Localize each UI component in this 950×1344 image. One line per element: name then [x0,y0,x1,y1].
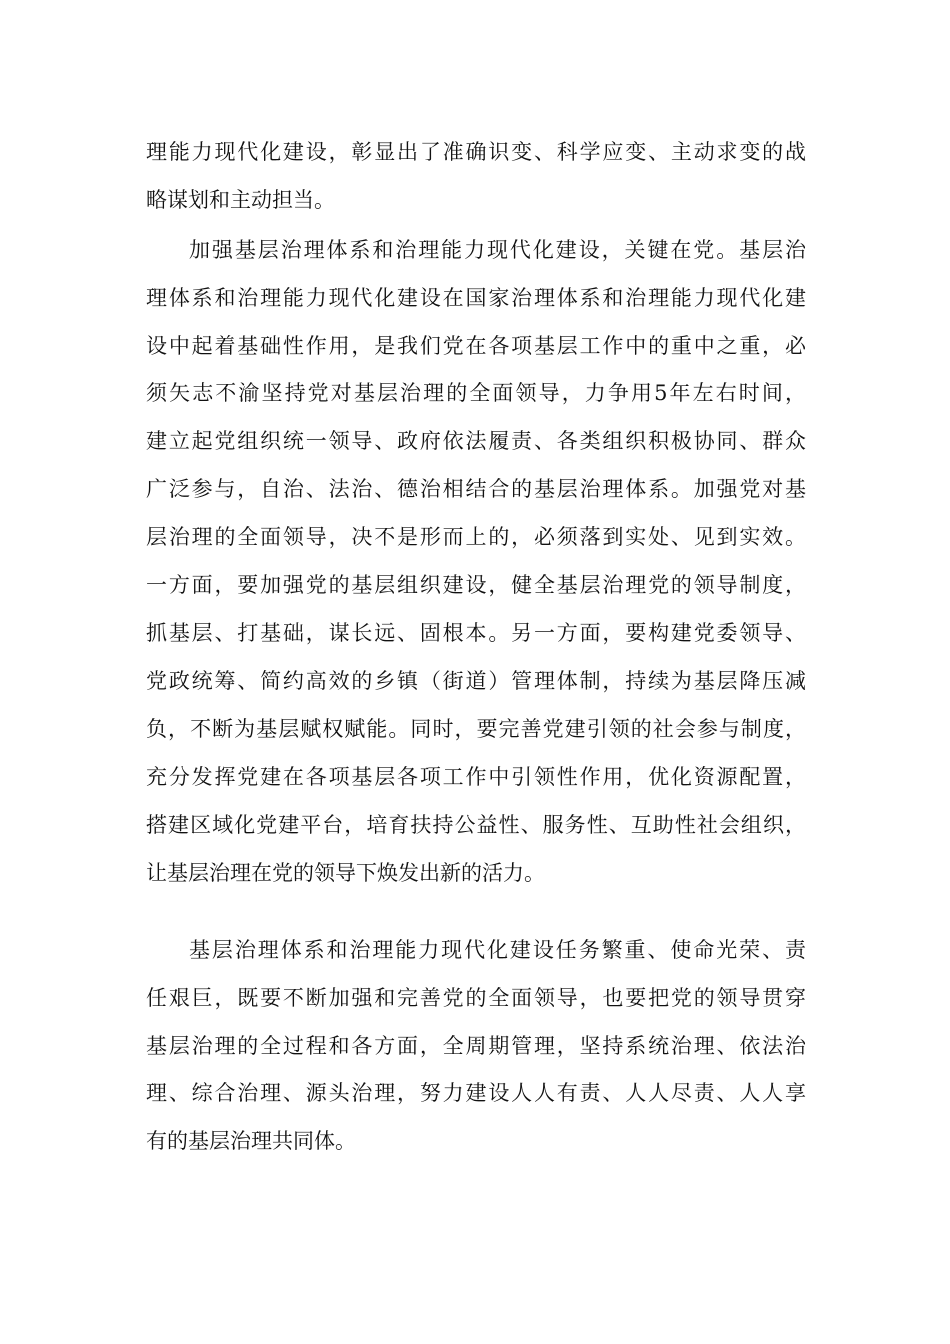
text-line-1: 理能力现代化建设，彰显出了准确识变、科学应变、主动求变的战 [146,140,806,164]
paragraph-2-line-10: 党政统筹、简约高效的乡镇（街道）管理体制，持续为基层降压减 [146,669,806,693]
paragraph-2-line-2: 理体系和治理能力现代化建设在国家治理体系和治理能力现代化建 [146,286,806,310]
paragraph-2-line-8: 一方面，要加强党的基层组织建设，健全基层治理党的领导制度， [146,573,806,597]
paragraph-2-line-11: 负，不断为基层赋权赋能。同时，要完善党建引领的社会参与制度， [146,717,806,741]
paragraph-2-line-13: 搭建区域化党建平台，培育扶持公益性、服务性、互助性社会组织， [146,813,806,837]
paragraph-2-line-6: 广泛参与，自治、法治、德治相结合的基层治理体系。加强党对基 [146,477,806,501]
paragraph-2-line-4: 须矢志不渝坚持党对基层治理的全面领导，力争用5年左右时间， [146,381,806,405]
paragraph-2-line-14: 让基层治理在党的领导下焕发出新的活力。 [146,861,545,885]
paragraph-2-line-3: 设中起着基础性作用，是我们党在各项基层工作中的重中之重，必 [146,334,806,358]
paragraph-2-line-7: 层治理的全面领导，决不是形而上的，必须落到实处、见到实效。 [146,525,806,549]
paragraph-3-line-3: 基层治理的全过程和各方面，全周期管理，坚持系统治理、依法治 [146,1034,806,1058]
paragraph-3-line-2: 任艰巨，既要不断加强和完善党的全面领导，也要把党的领导贯穿 [146,986,806,1010]
paragraph-3-line-4: 理、综合治理、源头治理，努力建设人人有责、人人尽责、人人享 [146,1081,806,1105]
paragraph-2-line-12: 充分发挥党建在各项基层各项工作中引领性作用，优化资源配置， [146,765,806,789]
paragraph-2-line-1: 加强基层治理体系和治理能力现代化建设，关键在党。基层治 [189,238,806,262]
paragraph-3-line-1: 基层治理体系和治理能力现代化建设任务繁重、使命光荣、责 [189,938,806,962]
paragraph-2-line-9: 抓基层、打基础，谋长远、固根本。另一方面，要构建党委领导、 [146,621,806,645]
paragraph-3-line-5: 有的基层治理共同体。 [146,1129,356,1153]
text-line-2: 略谋划和主动担当。 [146,188,335,212]
paragraph-2-line-5: 建立起党组织统一领导、政府依法履责、各类组织积极协同、群众 [146,429,806,453]
